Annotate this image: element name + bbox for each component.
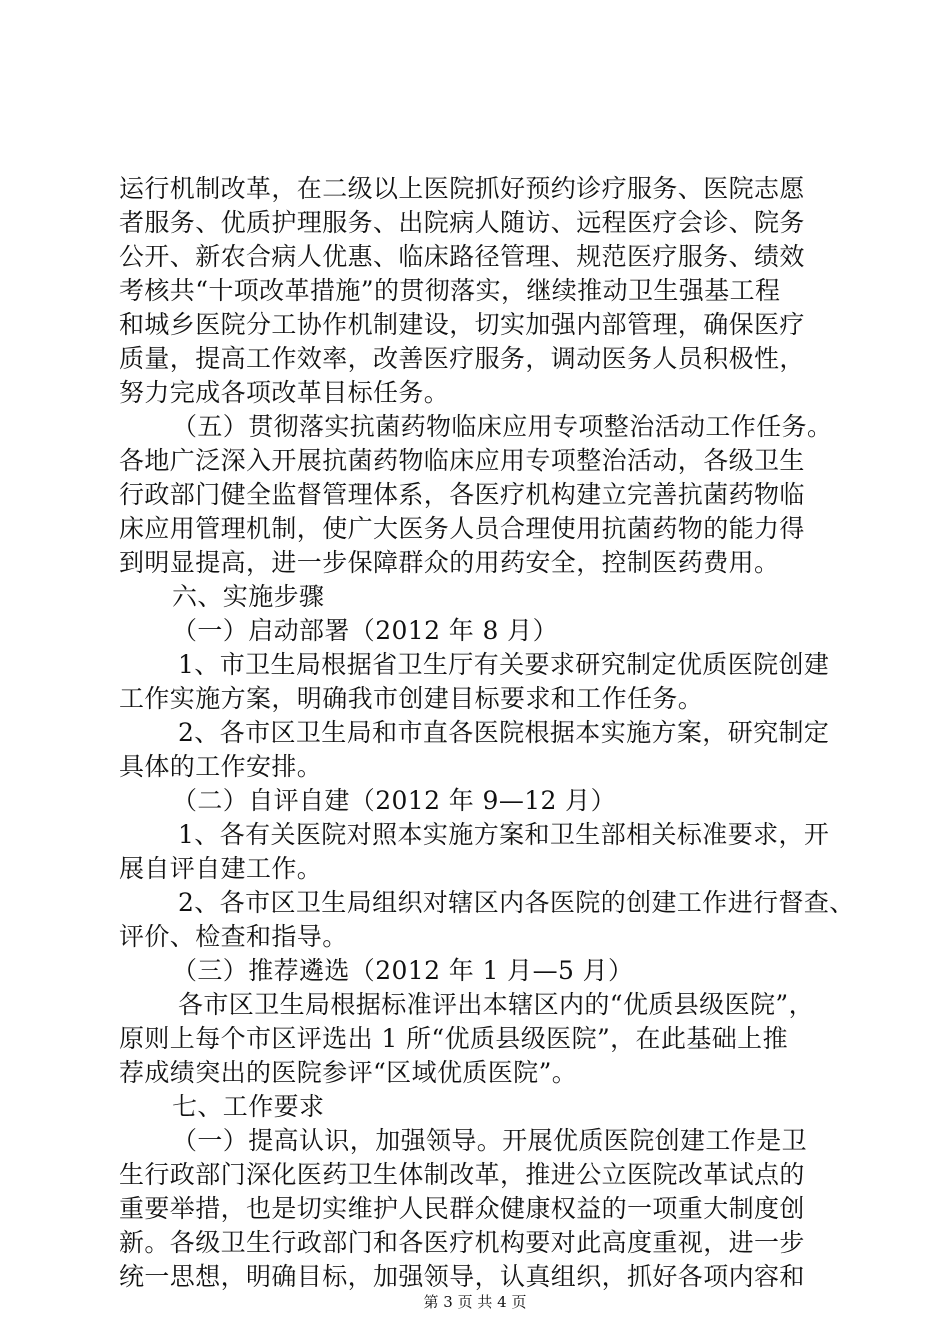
section-heading: （二）自评自建（2012 年 9—12 月） xyxy=(172,786,616,815)
body-line: 行政部门健全监督管理体系，各医疗机构建立完善抗菌药物临 xyxy=(119,480,805,509)
body-line: 生行政部门深化医药卫生体制改革，推进公立医院改革试点的 xyxy=(119,1160,805,1189)
body-line: 工作实施方案，明确我市创建目标要求和工作任务。 xyxy=(119,684,704,713)
chapter-heading: 六、实施步骤 xyxy=(172,582,325,611)
body-line: 统一思想，明确目标，加强领导，认真组织，抓好各项内容和 xyxy=(119,1262,805,1291)
body-line: 质量，提高工作效率，改善医疗服务，调动医务人员积极性， xyxy=(119,344,805,373)
section-heading: （五）贯彻落实抗菌药物临床应用专项整治活动工作任务。 xyxy=(172,412,833,441)
body-line: 床应用管理机制，使广大医务人员合理使用抗菌药物的能力得 xyxy=(119,514,805,543)
section-heading: （一）提高认识，加强领导。开展优质医院创建工作是卫 xyxy=(172,1126,808,1155)
section-heading: （一）启动部署（2012 年 8 月） xyxy=(172,616,558,645)
body-line: 新。各级卫生行政部门和各医疗机构要对此高度重视，进一步 xyxy=(119,1228,805,1257)
body-line: 到明显提高，进一步保障群众的用药安全，控制医药费用。 xyxy=(119,548,780,577)
body-line: 展自评自建工作。 xyxy=(119,854,323,883)
body-line: 荐成绩突出的医院参评“区域优质医院”。 xyxy=(119,1058,578,1087)
list-item: 2、各市区卫生局组织对辖区内各医院的创建工作进行督查、 xyxy=(178,888,855,917)
body-line: 运行机制改革，在二级以上医院抓好预约诊疗服务、医院志愿 xyxy=(119,174,805,203)
body-line: 具体的工作安排。 xyxy=(119,752,323,781)
body-line: 评价、检查和指导。 xyxy=(119,922,348,951)
body-line: 和城乡医院分工协作机制建设，切实加强内部管理，确保医疗 xyxy=(119,310,805,339)
body-line: 公开、新农合病人优惠、临床路径管理、规范医疗服务、绩效 xyxy=(119,242,805,271)
section-heading: （三）推荐遴选（2012 年 1 月—5 月） xyxy=(172,956,634,985)
list-item: 1、各有关医院对照本实施方案和卫生部相关标准要求，开 xyxy=(178,820,830,849)
body-line: 努力完成各项改革目标任务。 xyxy=(119,378,450,407)
body-line: 考核共“十项改革措施”的贯彻落实，继续推动卫生强基工程 xyxy=(119,276,781,305)
body-line: 各市区卫生局根据标准评出本辖区内的“优质县级医院”， xyxy=(178,990,814,1019)
chapter-heading: 七、工作要求 xyxy=(172,1092,325,1121)
body-line: 者服务、优质护理服务、出院病人随访、远程医疗会诊、院务 xyxy=(119,208,805,237)
body-line: 重要举措，也是切实维护人民群众健康权益的一项重大制度创 xyxy=(119,1194,805,1223)
body-line: 各地广泛深入开展抗菌药物临床应用专项整治活动，各级卫生 xyxy=(119,446,805,475)
list-item: 1、市卫生局根据省卫生厅有关要求研究制定优质医院创建 xyxy=(178,650,830,679)
body-line: 原则上每个市区评选出 1 所“优质县级医院”，在此基础上推 xyxy=(119,1024,788,1053)
list-item: 2、各市区卫生局和市直各医院根据本实施方案，研究制定 xyxy=(178,718,830,747)
page-number-footer: 第 3 页 共 4 页 xyxy=(423,1293,527,1311)
